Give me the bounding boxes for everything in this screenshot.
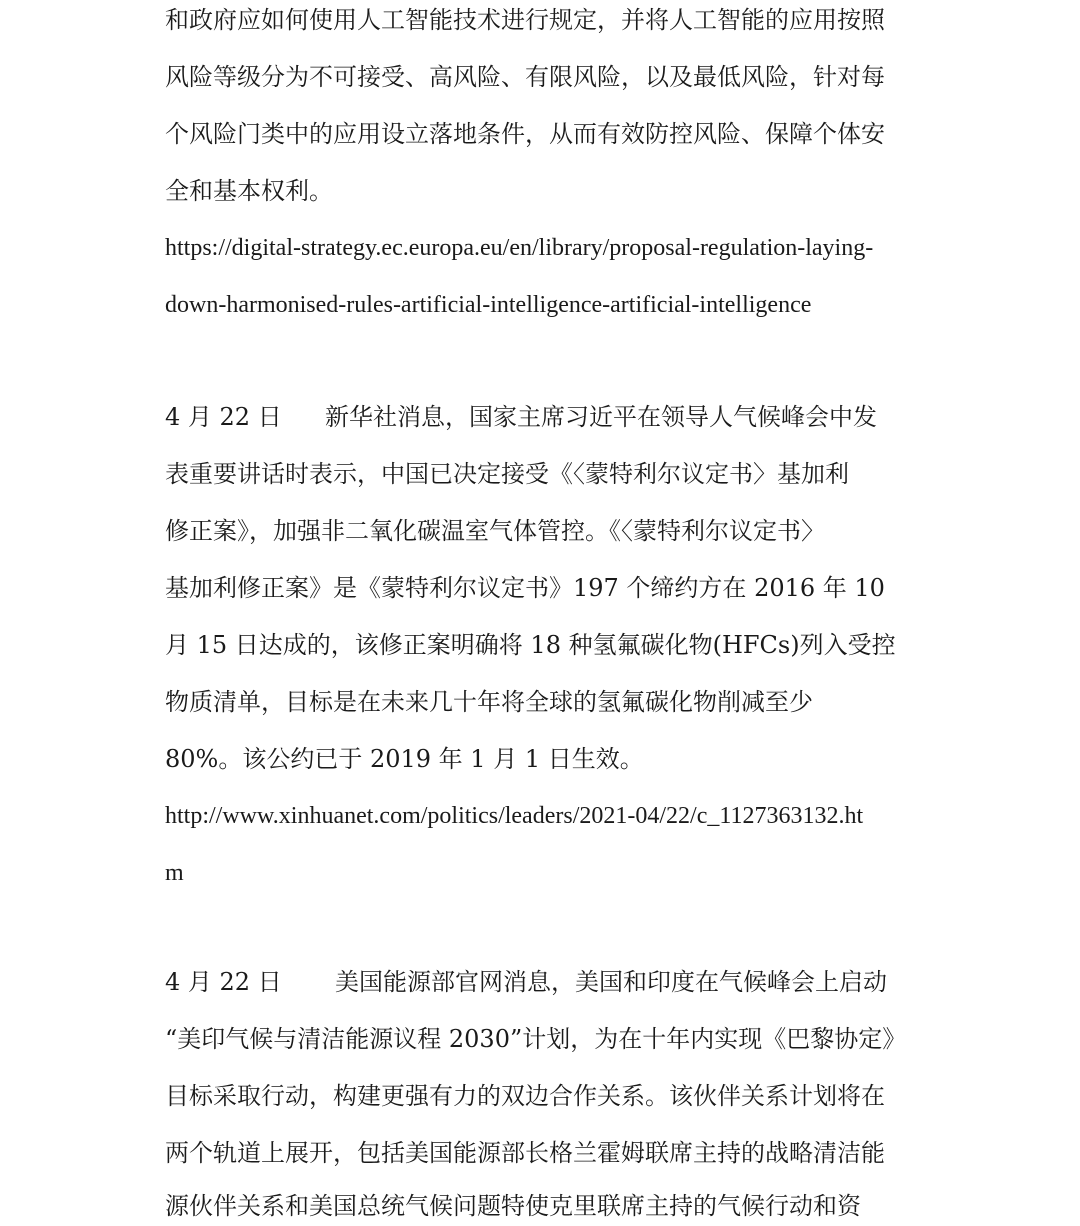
paragraph-line: 风险等级分为不可接受、高风险、有限风险，以及最低风险，针对每 xyxy=(165,63,885,91)
source-url[interactable]: m xyxy=(165,860,184,886)
entry-text: 新华社消息，国家主席习近平在领导人气候峰会中发 xyxy=(325,403,877,431)
paragraph-line: 两个轨道上展开，包括美国能源部长格兰霍姆联席主持的战略清洁能 xyxy=(165,1139,885,1167)
paragraph-line: “美印气候与清洁能源议程 2030”计划，为在十年内实现《巴黎协定》 xyxy=(165,1025,907,1053)
paragraph-line: 全和基本权利。 xyxy=(165,177,333,205)
entry-first-line xyxy=(165,962,887,1002)
source-url[interactable]: http://www.xinhuanet.com/politics/leaders/2021-04/22/c_1127363132.ht xyxy=(165,803,864,829)
paragraph-line: 物质清单，目标是在未来几十年将全球的氢氟碳化物削减至少 xyxy=(165,688,813,716)
paragraph-line: 80%。该公约已于 2019 年 1 月 1 日生效。 xyxy=(165,745,644,773)
paragraph-line: 修正案》，加强非二氧化碳温室气体管控。《〈蒙特利尔议定书〉 xyxy=(165,517,825,545)
entry-first-line xyxy=(165,397,877,437)
entry-date: 4 月 22 日 xyxy=(165,403,282,431)
source-url[interactable]: down-harmonised-rules-artificial-intelligence-artificial-intelligence xyxy=(165,292,812,318)
paragraph-line: 月 15 日达成的，该修正案明确将 18 种氢氟碳化物(HFCs)列入受控 xyxy=(165,631,896,659)
paragraph-line: 和政府应如何使用人工智能技术进行规定，并将人工智能的应用按照 xyxy=(165,6,885,34)
paragraph-line: 目标采取行动，构建更强有力的双边合作关系。该伙伴关系计划将在 xyxy=(165,1082,885,1110)
paragraph-line: 源伙伴关系和美国总统气候问题特使克里联席主持的气候行动和资 xyxy=(165,1192,861,1220)
paragraph-line: 个风险门类中的应用设立落地条件，从而有效防控风险、保障个体安 xyxy=(165,120,885,148)
entry-text: 美国能源部官网消息，美国和印度在气候峰会上启动 xyxy=(335,968,887,996)
paragraph-line: 基加利修正案》是《蒙特利尔议定书》197 个缔约方在 2016 年 10 xyxy=(165,574,885,602)
entry-date: 4 月 22 日 xyxy=(165,968,282,996)
source-url[interactable]: https://digital-strategy.ec.europa.eu/en/library/proposal-regulation-laying- xyxy=(165,235,874,261)
paragraph-line: 表重要讲话时表示，中国已决定接受《〈蒙特利尔议定书〉基加利 xyxy=(165,460,849,488)
